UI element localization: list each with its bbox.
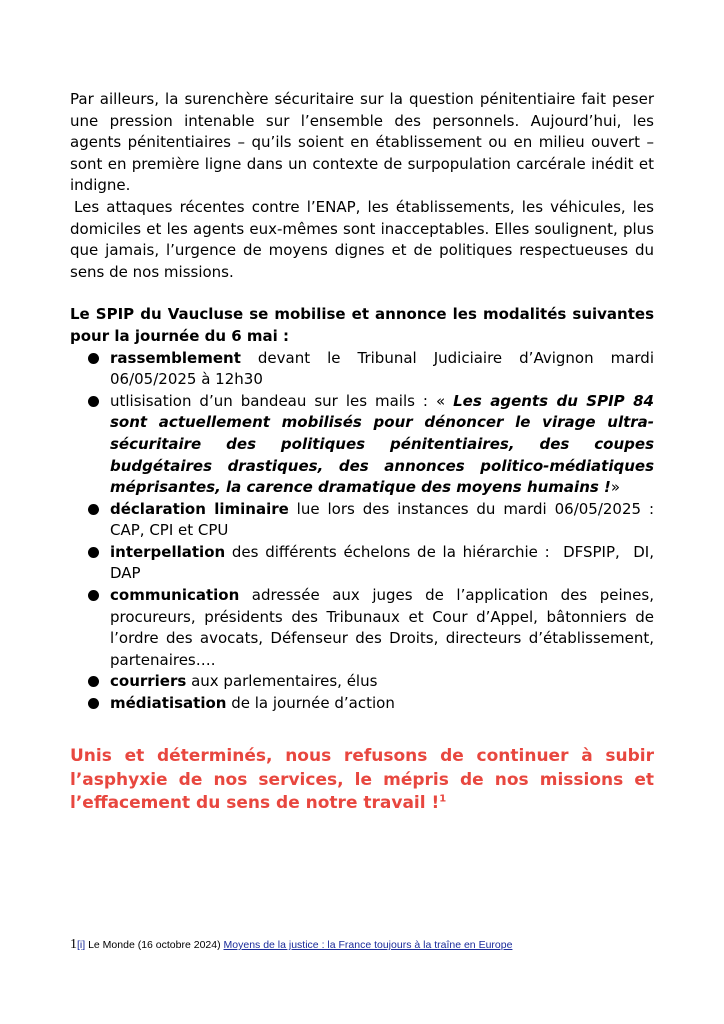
list-item xyxy=(110,348,654,391)
modalites-list xyxy=(70,348,659,715)
list-item xyxy=(110,585,654,671)
footnote-source: Le Monde (16 octobre 2024) xyxy=(85,939,224,951)
footnote-reference[interactable]: 1 xyxy=(439,793,447,805)
body-text xyxy=(70,89,659,715)
item-text: des différents échelons de la hiérarchie : DFSPIP, DI, DAP xyxy=(110,542,659,583)
bullet-icon xyxy=(88,590,99,601)
bullet-icon xyxy=(88,396,99,407)
footnote-number: 1 xyxy=(70,937,77,952)
item-keyword: interpellation xyxy=(110,542,226,561)
item-text: aux parlementaires, élus xyxy=(186,672,378,691)
paragraph-spacer xyxy=(70,283,654,304)
mail-banner-quote: Les agents du SPIP 84 sont actuellement mobilisés pour dénoncer le virage ultra-sécuritaire des politiques pénitentiaires, des coupes budgétaires drastiques, des annonces politico-médiatiques méprisantes, la carence dramatique des moyens humains ! xyxy=(110,391,654,497)
item-text: de la journée d’action xyxy=(226,694,395,713)
item-keyword: médiatisation xyxy=(110,694,227,713)
list-item xyxy=(110,671,654,693)
bullet-icon xyxy=(88,698,99,709)
item-keyword: déclaration liminaire xyxy=(110,499,289,518)
item-text: utlisisation d’un bandeau sur les mails : « xyxy=(110,391,454,410)
item-text: devant le Tribunal Judiciaire d’Avignon mardi 06/05/2025 à 12h30 xyxy=(110,348,654,389)
list-item xyxy=(110,499,654,542)
list-item xyxy=(110,693,654,715)
item-keyword: courriers xyxy=(110,672,187,691)
bullet-icon xyxy=(88,353,99,364)
mobilisation-heading: Le SPIP du Vaucluse se mobilise et annonce les modalités suivantes pour la journée du 6 mai : xyxy=(70,305,654,345)
closing-statement xyxy=(70,745,654,816)
closing-text: Unis et déterminés, nous refusons de continuer à subir l’asphyxie de nos services, le mépris de nos missions et l’effacement du sens de notre travail ! xyxy=(70,746,654,813)
item-text: adressée aux juges de l’application des peines, procureurs, présidents des Tribunaux et Cour d’Appel, bâtonniers de l’ordre des avocats, Défenseur des Droits, directeurs d’établissement, partenaires…. xyxy=(110,586,654,669)
item-keyword: rassemblement xyxy=(110,348,241,367)
item-keyword: communication xyxy=(110,586,240,605)
footnote xyxy=(70,937,670,953)
bullet-icon xyxy=(88,504,99,515)
bullet-icon xyxy=(88,547,99,558)
paragraph-attaques: Les attaques récentes contre l’ENAP, les établissements, les véhicules, les domiciles et les agents eux-mêmes sont inacceptables. Elles soulignent, plus que jamais, l’urgence de moyens dignes et de politiques respectueuses du sens de nos missions. xyxy=(70,197,654,281)
item-text: lue lors des instances du mardi 06/05/2025 : CAP, CPI et CPU xyxy=(110,499,655,540)
paragraph-surenchere: Par ailleurs, la surenchère sécuritaire sur la question pénitentiaire fait peser une pression intenable sur l’ensemble des personnels. Aujourd’hui, les agents pénitentiaires – qu’ils soient en établissement ou en milieu ouvert – sont en première ligne dans un contexte de surpopulation carcérale inédit et indigne. xyxy=(70,90,654,195)
item-text-end: » xyxy=(610,478,621,497)
list-item xyxy=(110,391,654,499)
footnote-backlink[interactable]: [i] xyxy=(77,939,86,951)
list-item xyxy=(110,542,659,585)
bullet-icon xyxy=(88,676,99,687)
footnote-article-link[interactable]: Moyens de la justice : la France toujours à la traîne en Europe xyxy=(223,939,513,951)
